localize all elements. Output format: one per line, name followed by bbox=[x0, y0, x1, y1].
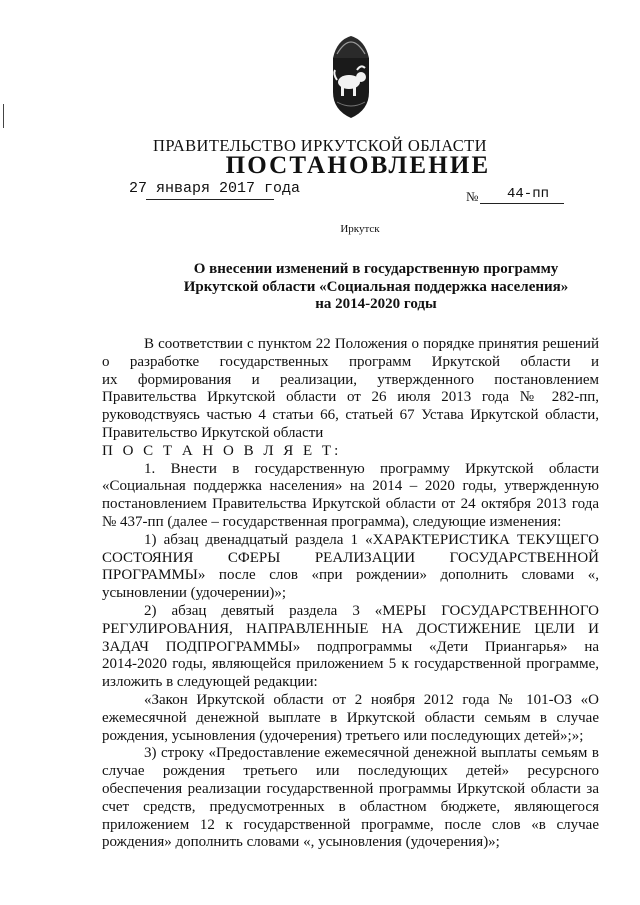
text-line: изложить в следующей редакции: bbox=[102, 674, 318, 691]
text-line: усыновлении (удочерении)»; bbox=[102, 585, 287, 602]
paragraph-preamble bbox=[102, 336, 599, 443]
heading-line: на 2014-2020 годы bbox=[315, 296, 437, 312]
number-underline bbox=[480, 203, 564, 204]
decree-word: П О С Т А Н О В Л Я Е Т: bbox=[102, 442, 342, 459]
text-line: 2014-2020 годы, являющейся приложением 5 к государственной программе, bbox=[102, 656, 599, 673]
text-line: рождения, усыновления (удочерения) третьего или последующих детей»;»; bbox=[102, 727, 584, 744]
text-line: ежемесячной денежной выплате в Иркутской области семьям в случае bbox=[102, 709, 599, 726]
text-line: СОСТОЯНИЯ СФЕРЫ РЕАЛИЗАЦИИ ГОСУДАРСТВЕННОЙ bbox=[102, 549, 599, 566]
text-line: ЗАДАЧ ПОДПРОГРАММЫ» подпрограммы «Дети Приангарья» на bbox=[102, 638, 599, 655]
coat-of-arms-emblem bbox=[327, 30, 375, 122]
text-line: случае рождения третьего или последующих детей» ресурсного bbox=[102, 763, 599, 780]
text-line: руководствуясь частью 4 статьи 66, статьей 67 Устава Иркутской области, bbox=[102, 407, 599, 424]
text-line: РЕГУЛИРОВАНИЯ, НАПРАВЛЕННЫЕ НА ДОСТИЖЕНИЕ ЦЕЛИ И bbox=[102, 620, 599, 637]
document-body bbox=[102, 336, 599, 852]
text-line: «Социальная поддержка населения» на 2014 – 2020 годы, утвержденную bbox=[102, 478, 599, 495]
text-line: счет средств, предусмотренных в областном бюджете, являющегося bbox=[102, 798, 599, 815]
heading-line: О внесении изменений в государственную программу bbox=[193, 261, 559, 277]
text-line: о разработке государственных программ Иркутской области и bbox=[102, 353, 599, 370]
text-line: 1. Внести в государственную программу Иркутской области bbox=[144, 460, 599, 477]
text-line: обеспечения реализации государственной программы Иркутской области за bbox=[102, 780, 599, 797]
text-line: Правительство Иркутской области bbox=[102, 424, 324, 441]
heading-line: Иркутской области «Социальная поддержка населения» bbox=[183, 278, 569, 295]
paragraph-item-1 bbox=[102, 461, 599, 532]
margin-mark bbox=[3, 104, 4, 128]
text-line: приложением 12 к государственной программе, после слов «в случае bbox=[102, 816, 599, 833]
paragraph-subitem-1 bbox=[102, 532, 599, 603]
text-line: 2) абзац девятый раздела 3 «МЕРЫ ГОСУДАРСТВЕННОГО bbox=[144, 602, 599, 619]
paragraph-law-quote bbox=[102, 692, 599, 745]
document-number: 44-пп bbox=[507, 186, 550, 202]
text-line: ПРОГРАММЫ» после слов «при рождении» дополнить словами «, bbox=[102, 567, 599, 584]
paragraph-subitem-2 bbox=[102, 603, 599, 692]
date-underline bbox=[146, 199, 274, 200]
text-line: Правительства Иркутской области от 26 июля 2013 года № 282-пп, bbox=[102, 389, 599, 406]
number-sign: № bbox=[466, 189, 479, 204]
document-type-title: ПОСТАНОВЛЕНИЕ bbox=[225, 152, 491, 179]
text-line: «Закон Иркутской области от 2 ноября 2012 года № 101-ОЗ «О bbox=[144, 691, 599, 708]
government-title: ПРАВИТЕЛЬСТВО ИРКУТСКОЙ ОБЛАСТИ bbox=[153, 136, 487, 155]
paragraph-subitem-3 bbox=[102, 745, 599, 852]
text-line: В соответствии с пунктом 22 Положения о порядке принятия решений bbox=[144, 336, 599, 352]
text-line: 1) абзац двенадцатый раздела 1 «ХАРАКТЕРИСТИКА ТЕКУЩЕГО bbox=[144, 531, 599, 548]
text-line: 3) строку «Предоставление ежемесячной денежной выплаты семьям в bbox=[144, 745, 599, 762]
text-line: № 437-пп (далее – государственная программа), следующие изменения: bbox=[102, 513, 562, 530]
text-line: рождения» дополнить словами «, усыновления (удочерения)»; bbox=[102, 834, 500, 851]
text-line: их формирования и реализации, утвержденного постановлением bbox=[102, 371, 599, 388]
city-label: Иркутск bbox=[340, 223, 380, 235]
text-line: постановлением Правительства Иркутской области от 24 октября 2013 года bbox=[102, 496, 599, 513]
document-heading bbox=[0, 261, 640, 314]
document-date: 27 января 2017 года bbox=[129, 180, 301, 197]
